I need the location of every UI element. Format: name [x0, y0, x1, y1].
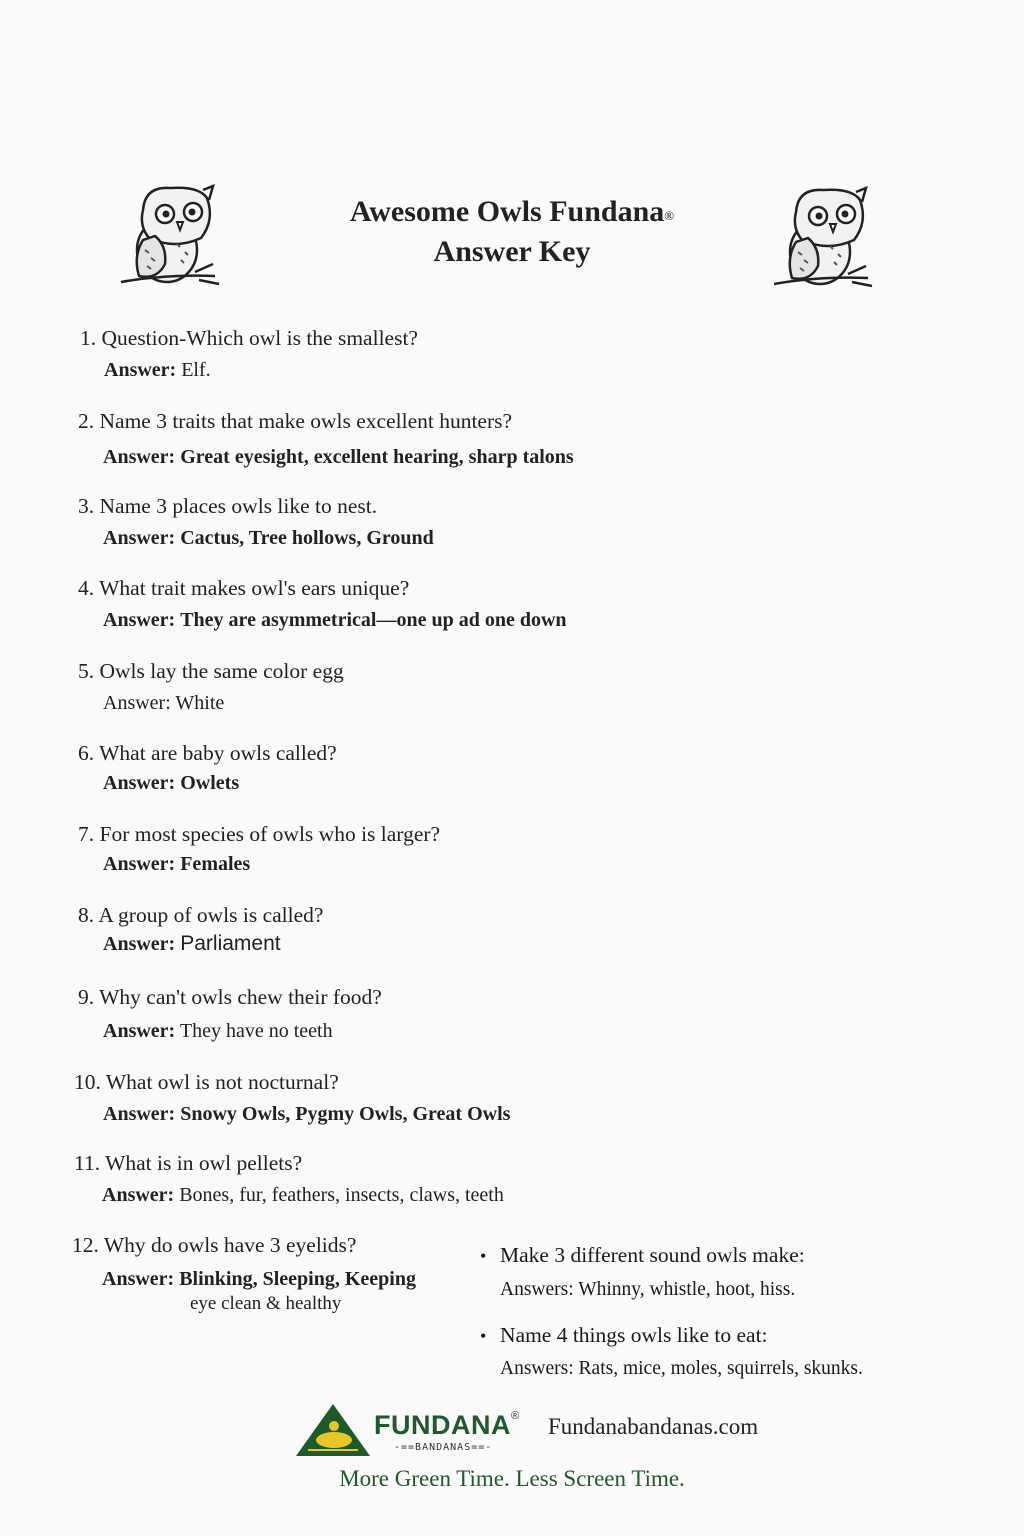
qa-item-2 [0, 409, 574, 469]
bullet-dot: • [480, 1246, 487, 1266]
qa-item-9 [0, 985, 520, 1043]
question-number: 5. [78, 659, 95, 683]
qa-item-5 [0, 659, 520, 715]
qa-item-12 [0, 1233, 470, 1315]
answer-label: Answer: [103, 772, 176, 794]
qa-item-7 [0, 822, 520, 876]
question-text: What trait makes owl's ears unique? [99, 576, 410, 600]
question-number: 1. [80, 326, 97, 350]
question-number: 3. [78, 494, 95, 518]
answer-label: Answer: [102, 1268, 175, 1290]
bullet-dot: • [480, 1326, 487, 1346]
answer-text: They have no teeth [179, 1020, 333, 1042]
question-text: Question-Which owl is the smallest? [101, 326, 418, 350]
question-number: 11. [74, 1151, 101, 1175]
bullet-question-sounds [480, 1243, 805, 1268]
qa-item-3 [0, 494, 520, 550]
bullet-question-food [480, 1323, 768, 1348]
question-number: 4. [78, 576, 95, 600]
question-text: Name 3 places owls like to nest. [99, 494, 378, 518]
question-text: What owl is not nocturnal? [105, 1070, 339, 1094]
answer-text: Parliament [180, 932, 281, 955]
answer-label: Answers: [500, 1358, 574, 1379]
answer-label: Answer: [103, 1020, 176, 1042]
answer-label: Answer: [102, 1184, 175, 1206]
question-number: 7. [78, 822, 95, 846]
answer-text-continued: eye clean & healthy [190, 1293, 342, 1314]
question-number: 2. [78, 409, 95, 433]
answer-label: Answer: [103, 933, 176, 955]
answer-text: Whinny, whistle, hoot, hiss. [578, 1279, 796, 1300]
title-line-1: Awesome Owls Fundana [349, 195, 665, 228]
qa-item-6 [0, 741, 520, 795]
qa-item-10 [0, 1070, 520, 1126]
qa-item-4 [0, 576, 567, 632]
answer-text: White [175, 692, 225, 714]
brand-text: FUNDANA [374, 1410, 511, 1440]
question-text: What is in owl pellets? [105, 1151, 303, 1175]
qa-item-8 [0, 903, 520, 956]
bullet-answer-sounds [500, 1279, 795, 1301]
brand-name [374, 1410, 520, 1441]
bullet-answer-food [500, 1358, 863, 1380]
question-text: Why can't owls chew their food? [99, 985, 382, 1009]
bullet-question-text: Name 4 things owls like to eat: [500, 1323, 768, 1347]
question-text: What are baby owls called? [99, 741, 337, 765]
question-number: 9. [78, 985, 95, 1009]
page-title [0, 192, 1024, 272]
answer-text: Blinking, Sleeping, Keeping [179, 1268, 416, 1290]
answer-label: Answers: [500, 1279, 574, 1300]
tagline: More Green Time. Less Screen Time. [339, 1466, 685, 1491]
question-text: Why do owls have 3 eyelids? [103, 1233, 357, 1257]
answer-text: Elf. [181, 359, 211, 381]
question-number: 6. [78, 741, 95, 765]
answer-label: Answer: [103, 446, 176, 468]
question-number: 10. [74, 1070, 101, 1094]
question-text: For most species of owls who is larger? [99, 822, 441, 846]
website-link[interactable]: Fundanabandanas.com [548, 1414, 759, 1439]
qa-item-11 [0, 1151, 520, 1207]
answer-text: They are asymmetrical—one up ad one down [180, 609, 567, 631]
qa-item-1 [0, 326, 520, 382]
answer-label: Answer: [103, 1103, 176, 1125]
registered-mark: ® [664, 208, 675, 223]
bullet-question-text: Make 3 different sound owls make: [500, 1243, 805, 1267]
question-number: 12. [72, 1233, 99, 1257]
answer-label: Answer: [103, 853, 176, 875]
question-text: Owls lay the same color egg [99, 659, 344, 683]
answer-text: Cactus, Tree hollows, Ground [180, 527, 434, 549]
fundana-logo-icon [294, 1402, 372, 1458]
brand-subtitle: -==BANDANAS==- [394, 1442, 493, 1453]
answer-text: Rats, mice, moles, squirrels, skunks. [578, 1358, 863, 1379]
answer-text: Great eyesight, excellent hearing, sharp talons [180, 446, 574, 468]
answer-label: Answer: [103, 527, 176, 549]
answer-label: Answer: [104, 359, 177, 381]
answer-text: Females [180, 853, 251, 875]
answer-text: Bones, fur, feathers, insects, claws, teeth [179, 1184, 504, 1206]
question-text: A group of owls is called? [98, 903, 324, 927]
answer-label: Answer: [103, 609, 176, 631]
answer-text: Snowy Owls, Pygmy Owls, Great Owls [180, 1103, 511, 1125]
answer-text: Owlets [180, 772, 240, 794]
answer-label: Answer: [103, 692, 171, 714]
question-number: 8. [78, 903, 95, 927]
question-text: Name 3 traits that make owls excellent hunters? [99, 409, 513, 433]
title-line-2: Answer Key [433, 235, 591, 268]
brand-registered-mark: ® [510, 1410, 520, 1422]
